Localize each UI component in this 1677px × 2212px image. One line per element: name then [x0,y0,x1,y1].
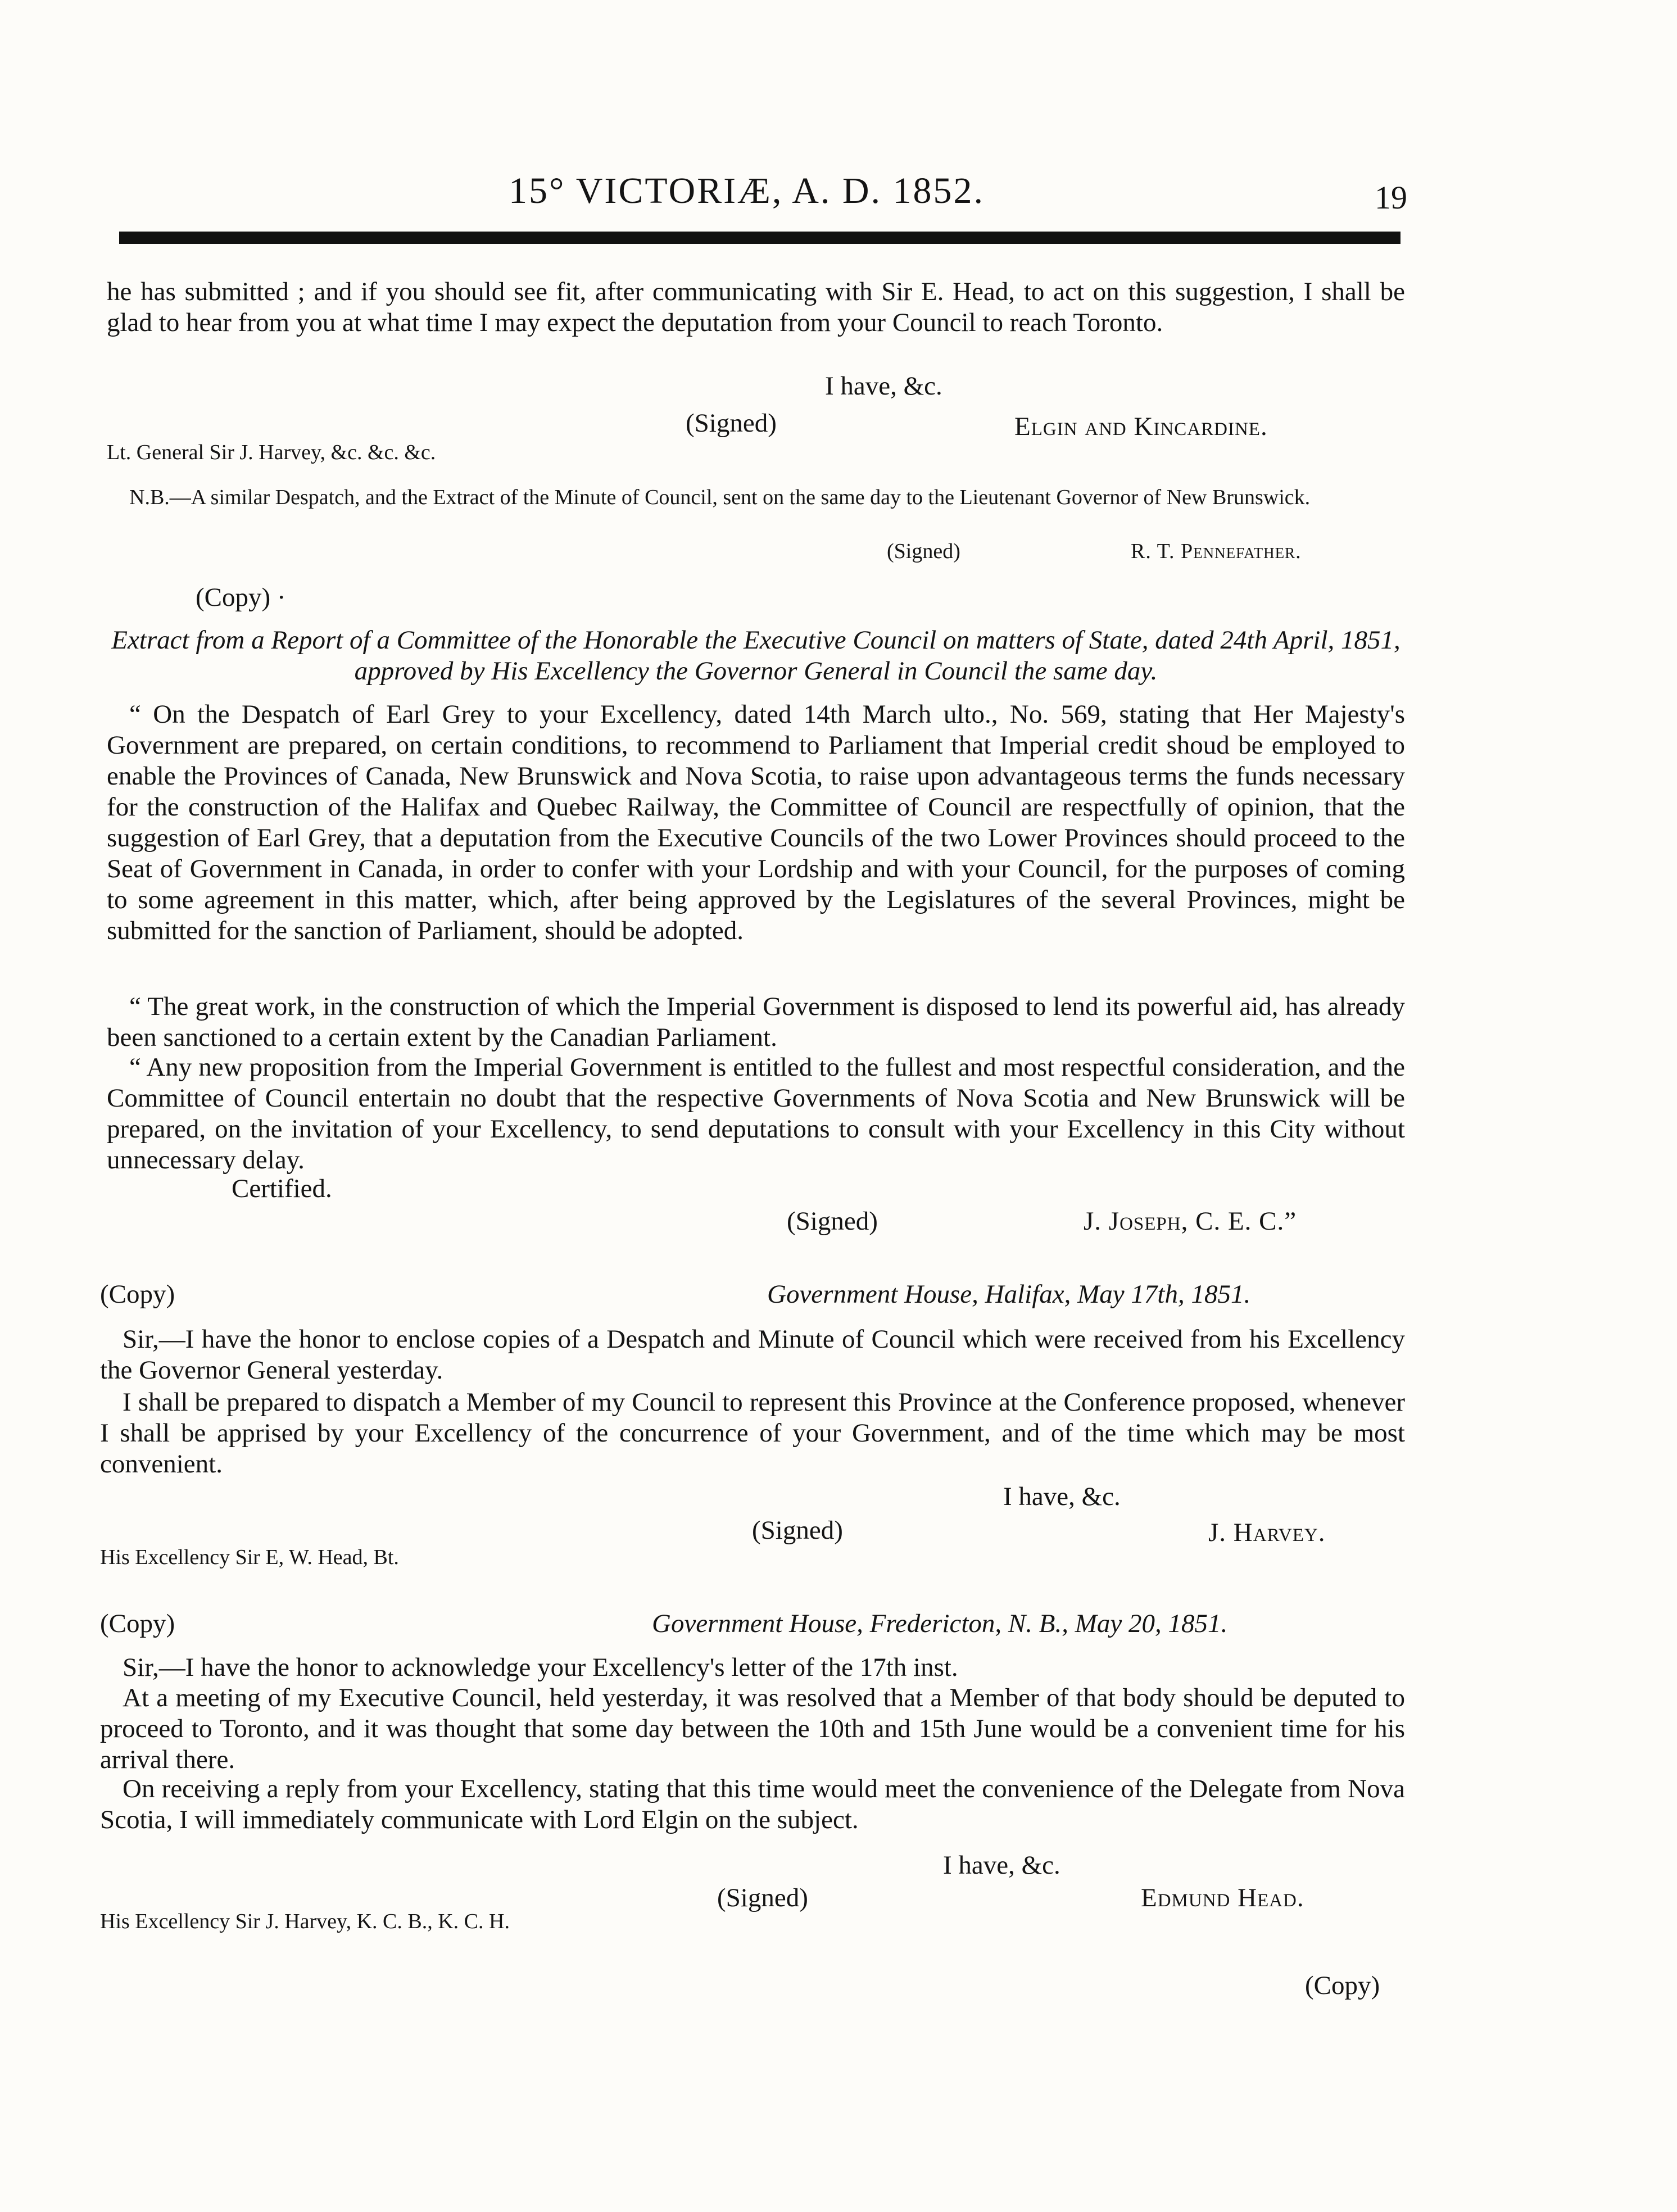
signed-label: (Signed) [686,409,777,438]
extract-title: Extract from a Report of a Committee of the Honorable the Executive Council on matters of State, dated 24th April, 1851, approved by His Excellency the Governor General in Council the same day. [111,625,1400,686]
addressee: Lt. General Sir J. Harvey, &c. &c. &c. [107,441,436,464]
signed-label: (Signed) [752,1516,843,1545]
page-number: 19 [1375,179,1407,216]
dateline: Government House, Fredericton, N. B., May 20, 1851. [652,1609,1228,1638]
signed-label: (Signed) [887,540,960,563]
letter-paragraph: Sir,—I have the honor to acknowledge your Excellency's letter of the 17th inst. [123,1653,958,1682]
addressee: His Excellency Sir J. Harvey, K. C. B., K. C. H. [100,1910,510,1933]
dateline: Government House, Halifax, May 17th, 1851. [767,1280,1251,1309]
signature: Edmund Head. [1141,1883,1304,1912]
letter-continuation-text: he has submitted ; and if you should see fit, after communicating with Sir E. Head, to act on this suggestion, I shall be glad to hear from you at what time I may expect the deputation from your Council to reach Toronto. [107,277,1405,337]
letter-paragraph: At a meeting of my Executive Council, held yesterday, it was resolved that a Member of that body should be deputed to proceed to Toronto, and it was thought that some day between the 10th and 15th June would be a convenient time for his arrival there. [100,1683,1405,1774]
copy-label: (Copy) · [196,583,286,612]
signature: R. T. Pennefather. [1131,540,1302,563]
running-header-title: 15° VICTORIÆ, A. D. 1852. [509,170,985,211]
closing-line: I have, &c. [825,371,942,401]
signed-label: (Signed) [717,1883,808,1912]
extract-paragraph: “ The great work, in the construction of which the Imperial Government is disposed to lend its powerful aid, has already been sanctioned to a certain extent by the Canadian Parliament. [107,992,1405,1052]
catchword: (Copy) [1305,1971,1380,2000]
addressee: His Excellency Sir E, W. Head, Bt. [100,1545,399,1569]
nb-note: N.B.—A similar Despatch, and the Extract of the Minute of Council, sent on the same day to the Lieutenant Governor of New Brunswick. [129,486,1311,509]
signature: Elgin and Kincardine. [1014,412,1268,441]
closing-line: I have, &c. [1003,1482,1121,1511]
certified-label: Certified. [232,1174,332,1203]
copy-label: (Copy) [100,1280,175,1309]
signature: J. Joseph, C. E. C.” [1084,1207,1297,1236]
letter-paragraph: Sir,—I have the honor to enclose copies of a Despatch and Minute of Council which were received from his Excellency the Governor General yesterday. [100,1325,1405,1385]
signature: J. Harvey. [1208,1518,1326,1547]
letter-paragraph: I shall be prepared to dispatch a Member of my Council to represent this Province at the Conference proposed, whenever I shall be apprised by your Excellency of the concurrence of your Government, and of the time which may be most convenient. [100,1388,1405,1479]
copy-label: (Copy) [100,1609,175,1638]
header-rule [119,232,1400,244]
extract-paragraph: “ Any new proposition from the Imperial Government is entitled to the fullest and most respectful consideration, and the Committee of Council entertain no doubt that the respective Governments of Nova Scotia and New Brunswick will be prepared, on the invitation of your Excellency, to send deputations to consult with your Excellency in this City without unnecessary delay. [107,1053,1405,1175]
signed-label: (Signed) [787,1207,878,1236]
closing-line: I have, &c. [943,1851,1060,1880]
extract-paragraph: “ On the Despatch of Earl Grey to your Excellency, dated 14th March ulto., No. 569, stating that Her Majesty's Government are prepared, on certain conditions, to recommend to Parliament that Imperial credit shoud be employed to enable the Provinces of Canada, New Brunswick and Nova Scotia, to raise upon advantageous terms the funds necessary for the construction of the Halifax and Quebec Railway, the Committee of Council are respectfully of opinion, that the suggestion of Earl Grey, that a deputation from the Executive Councils of the two Lower Provinces should proceed to the Seat of Government in Canada, in order to confer with your Lordship and with your Council, for the purposes of coming to some agreement in this matter, which, after being approved by the Legislatures of the several Provinces, might be submitted for the sanction of Parliament, should be adopted. [107,700,1405,945]
letter-paragraph: On receiving a reply from your Excellency, stating that this time would meet the convenience of the Delegate from Nova Scotia, I will immediately communicate with Lord Elgin on the subject. [100,1774,1405,1834]
